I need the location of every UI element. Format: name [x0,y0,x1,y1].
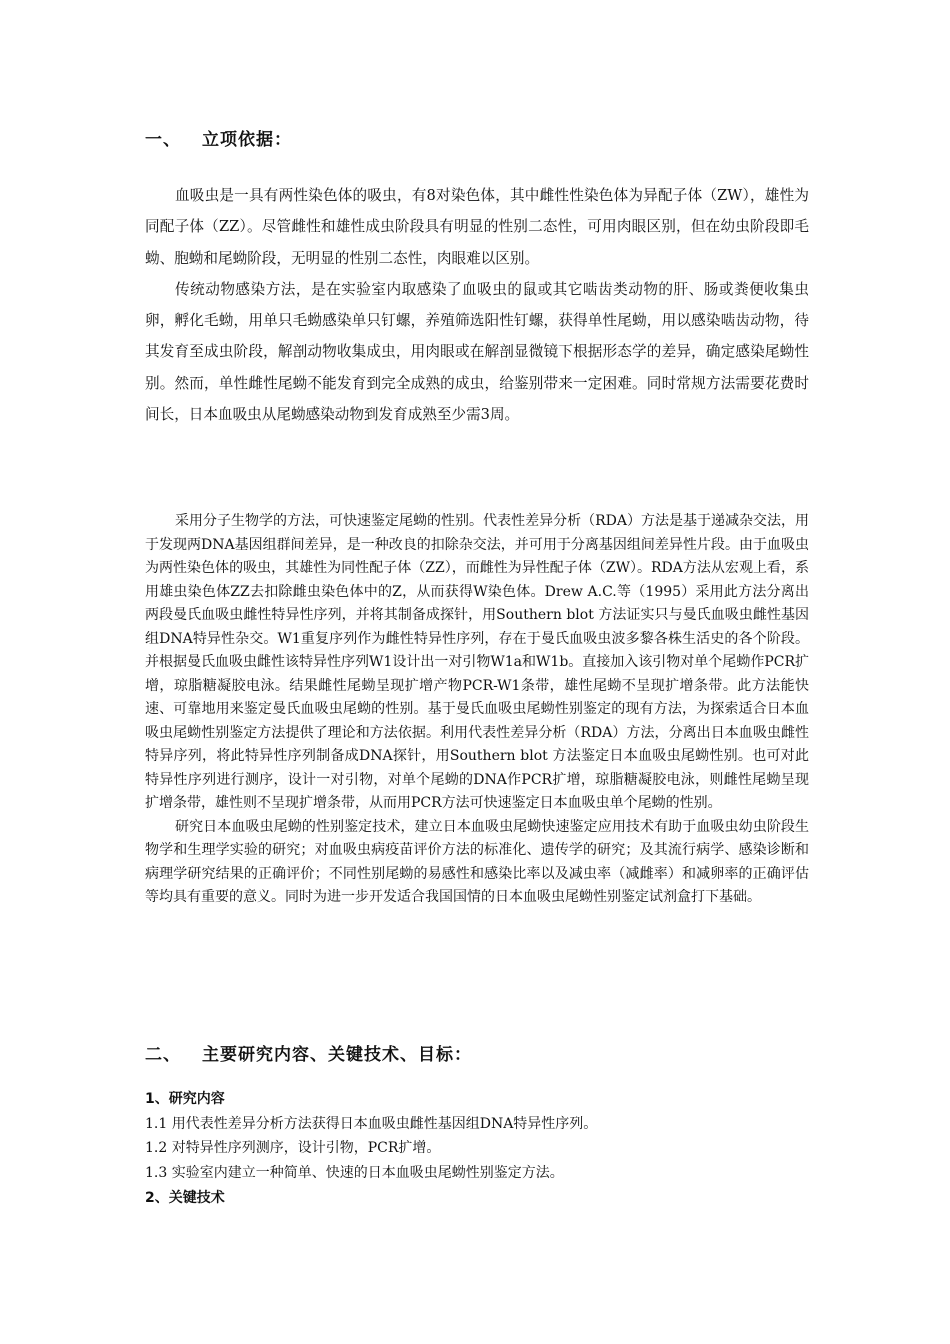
section-1-title: 立项依据： [202,130,292,150]
paragraph: 采用分子生物学的方法，可快速鉴定尾蚴的性别。代表性差异分析（RDA）方法是基于递减杂交法，用于发现两DNA基因组群间差异，是一种改良的扣除杂交法，并可用于分离基因组间差异性片段。由于血吸虫为两性染色体的吸虫，其雄性为同性配子体（ZZ），而雌性为异性配子体（ZW）。RDA方法从宏观上看，系用雄虫染色体ZZ去扣除雌虫染色体中的Z，从而获得W染色体。Drew A.C.等（1995）采用此方法分离出两段曼氏血吸虫雌性特异性序列，并将其制备成探针，用Southern blot 方法证实只与曼氏血吸虫雌性基因组DNA特异性杂交。W1重复序列作为雌性特异性序列，存在于曼氏血吸虫波多黎各株生活史的各个阶段。并根据曼氏血吸虫雌性该特异性序列W1设计出一对引物W1a和W1b。直接加入该引物对单个尾蚴作PCR扩增，琼脂糖凝胶电泳。结果雌性尾蚴呈现扩增产物PCR-W1条带，雄性尾蚴不呈现扩增条带。此方法能快速、可靠地用来鉴定曼氏血吸虫尾蚴的性别。基于曼氏血吸虫尾蚴性别鉴定的现有方法，为探索适合日本血吸虫尾蚴性别鉴定方法提供了理论和方法依据。利用代表性差异分析（RDA）方法，分离出日本血吸虫雌性特异序列，将此特异性序列制备成DNA探针，用Southern blot 方法鉴定日本血吸虫尾蚴性别。也可对此特异性序列进行测序，设计一对引物，对单个尾蚴的DNA作PCR扩增，琼脂糖凝胶电泳，则雌性尾蚴呈现扩增条带，雄性则不呈现扩增条带，从而用PCR方法可快速鉴定日本血吸虫单个尾蚴的性别。 [145,513,809,811]
paragraph: 研究日本血吸虫尾蚴的性别鉴定技术，建立日本血吸虫尾蚴快速鉴定应用技术有助于血吸虫幼虫阶段生物学和生理学实验的研究；对血吸虫病疫苗评价方法的标准化、遗传学的研究；及其流行病学、感染诊断和病理学研究结果的正确评价；不同性别尾蚴的易感性和感染比率以及减虫率（减雌率）和减卵率的正确评估等均具有重要的意义。同时为进一步开发适合我国国情的日本血吸虫尾蚴性别鉴定试剂盒打下基础。 [145,818,809,905]
list-item: 1.3 实验室内建立一种简单、快速的日本血吸虫尾蚴性别鉴定方法。 [145,1165,564,1182]
section-2-title: 主要研究内容、关键技术、目标： [202,1045,472,1065]
section-1-body-large [145,180,809,430]
subsection-heading: 1、研究内容 [145,1091,225,1107]
research-content-list [145,1087,809,1211]
paragraph: 传统动物感染方法，是在实验室内取感染了血吸虫的鼠或其它啮齿类动物的肝、肠或粪便收集虫卵，孵化毛蚴，用单只毛蚴感染单只钉螺，养殖筛选阳性钉螺，获得单性尾蚴，用以感染啮齿动物，待其发育至成虫阶段，解剖动物收集成虫，用肉眼或在解剖显微镜下根据形态学的差异，确定感染尾蚴性别。然而，单性雌性尾蚴不能发育到完全成熟的成虫，给鉴别带来一定困难。同时常规方法需要花费时间长，日本血吸虫从尾蚴感染动物到发育成熟至少需3周。 [145,280,809,424]
section-1-number: 一、 [145,130,181,150]
section-1-body-small [145,510,809,910]
list-item: 1.1 用代表性差异分析方法获得日本血吸虫雌性基因组DNA特异性序列。 [145,1115,598,1132]
list-item: 1.2 对特异性序列测序，设计引物，PCR扩增。 [145,1140,441,1157]
section-2-number: 二、 [145,1045,181,1065]
paragraph: 血吸虫是一具有两性染色体的吸虫，有8对染色体，其中雌性性染色体为异配子体（ZW），雄性为同配子体（ZZ）。尽管雌性和雄性成虫阶段具有明显的性别二态性，可用肉眼区别，但在幼虫阶段即毛蚴、胞蚴和尾蚴阶段，无明显的性别二态性，肉眼难以区别。 [145,187,809,267]
section-1-heading [145,125,292,150]
section-2-heading [145,1040,472,1065]
subsection-heading: 2、关键技术 [145,1189,225,1206]
